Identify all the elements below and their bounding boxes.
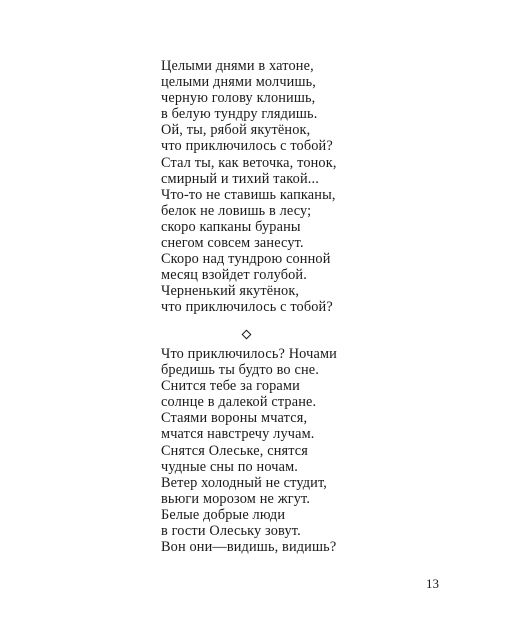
poem-line: белок не ловишь в лесу; <box>161 202 312 219</box>
poem-line: Ветер холодный не студит, <box>161 474 328 491</box>
poem-line: бредишь ты будто во сне. <box>161 362 319 379</box>
poem-line: Что приключилось? Ночами <box>161 346 337 362</box>
poem-line: Снится тебе за горами <box>161 378 300 395</box>
poem-line: мчатся навстречу лучам. <box>161 426 315 443</box>
poem-line: что приключилось с тобой? <box>161 299 333 316</box>
poem-line: Черненький якутёнок, <box>161 283 300 300</box>
poem-line: Вон они—видишь, видишь? <box>161 539 337 556</box>
poem-line: Скоро над тундрою сонной <box>161 251 331 268</box>
poem-line: Целыми днями в хатоне, <box>161 58 314 74</box>
poem-line: снегом совсем занесут. <box>161 235 304 252</box>
poem-stanza-1 <box>161 58 461 316</box>
poem-line: Ой, ты, рябой якутёнок, <box>161 122 311 139</box>
stanza-divider-diamond-icon <box>242 330 252 340</box>
poem-line: Стал ты, как веточка, тонок, <box>161 154 337 171</box>
poem-line: солнце в далекой стране. <box>161 394 317 411</box>
poem-line: Стаями вороны мчатся, <box>161 410 308 427</box>
poem-line: Снятся Олеське, снятся <box>161 442 309 459</box>
poem-line: в гости Олеську зовут. <box>161 523 301 540</box>
poem-line: Что-то не ставишь капканы, <box>161 186 336 203</box>
poem-line: смирный и тихий такой... <box>161 170 319 187</box>
poem-line: чудные сны по ночам. <box>161 458 299 475</box>
poem-line: вьюги морозом не жгут. <box>161 490 311 507</box>
poem-line: в белую тундру глядишь. <box>161 106 318 123</box>
poem-line: что приключилось с тобой? <box>161 138 333 155</box>
poem-line: месяц взойдет голубой. <box>161 267 307 284</box>
poem-line: Белые добрые люди <box>161 506 286 523</box>
poem-stanza-2 <box>161 346 461 555</box>
poem-line: скоро капканы бураны <box>161 218 301 235</box>
poem-line: черную голову клонишь, <box>161 90 316 107</box>
page-number: 13 <box>426 576 439 591</box>
poem-line: целыми днями молчишь, <box>161 74 317 91</box>
